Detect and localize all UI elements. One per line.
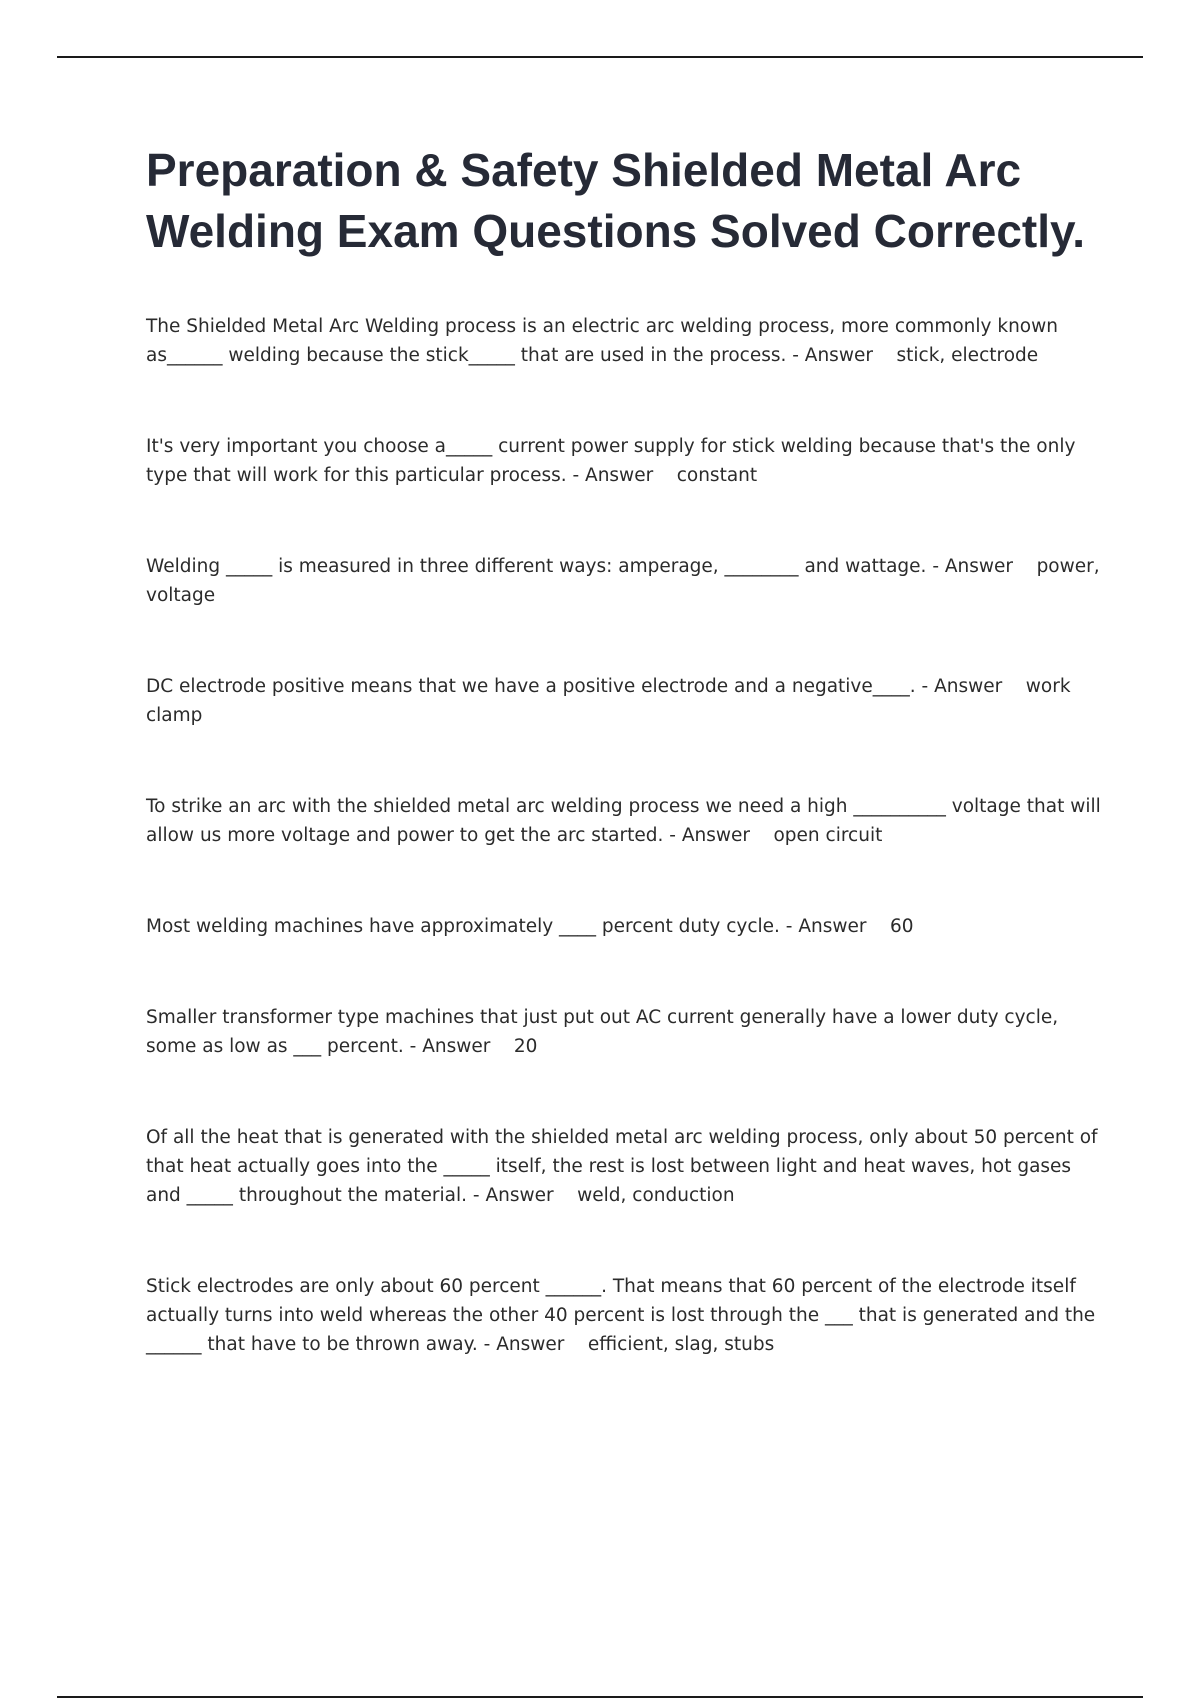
qa-item (146, 672, 1106, 730)
answer-text: power, voltage (146, 556, 1100, 606)
bottom-divider (57, 1696, 1143, 1698)
qa-item (146, 312, 1106, 370)
qa-item (146, 792, 1106, 850)
answer-text: open circuit (773, 825, 883, 846)
qa-list (146, 312, 1106, 1359)
question-text: Of all the heat that is generated with the shielded metal arc welding process, only about 50 percent of that heat actually goes into the _____ itself, the rest is lost between light and heat waves, hot gases and _____ throughout the material. - Answer (146, 1127, 1098, 1206)
question-text: Welding _____ is measured in three different ways: amperage, ________ and wattage. - Answer (146, 556, 1014, 577)
question-text: DC electrode positive means that we have a positive electrode and a negative____. - Answer (146, 676, 1003, 697)
qa-item (146, 1272, 1106, 1359)
question-text: It's very important you choose a_____ current power supply for stick welding because that's the only type that will work for this particular process. - Answer (146, 436, 1076, 486)
answer-text: work clamp (146, 676, 1071, 726)
qa-item (146, 552, 1106, 610)
answer-text: constant (676, 465, 758, 486)
question-text: Stick electrodes are only about 60 percent ______. That means that 60 percent of the electrode itself actually turns into weld whereas the other 40 percent is lost through the ___ that is generated and the ______ that have to be thrown away. - Answer (146, 1276, 1096, 1355)
document-title: Preparation & Safety Shielded Metal Arc Welding Exam Questions Solved Correctly. (146, 144, 1085, 257)
answer-text: efficient, slag, stubs (587, 1334, 775, 1355)
answer-text: 20 (513, 1036, 538, 1057)
answer-text: 60 (890, 916, 914, 937)
qa-item (146, 912, 1106, 941)
document-page (146, 140, 1106, 1359)
answer-text: weld, conduction (577, 1185, 735, 1206)
question-text: Smaller transformer type machines that just put out AC current generally have a lower duty cycle, some as low as ___ percent. - Answer (146, 1007, 1059, 1057)
question-text: Most welding machines have approximately ____ percent duty cycle. - Answer (146, 916, 867, 937)
qa-item (146, 1003, 1106, 1061)
question-text: The Shielded Metal Arc Welding process is an electric arc welding process, more commonly known as______ welding because the stick_____ that are used in the process. - Answer (146, 316, 1058, 366)
answer-text: stick, electrode (896, 345, 1039, 366)
top-divider (57, 56, 1143, 58)
qa-item (146, 1123, 1106, 1210)
question-text: To strike an arc with the shielded metal arc welding process we need a high __________ voltage that will allow us more voltage and power to get the arc started. - Answer (146, 796, 1101, 846)
qa-item (146, 432, 1106, 490)
